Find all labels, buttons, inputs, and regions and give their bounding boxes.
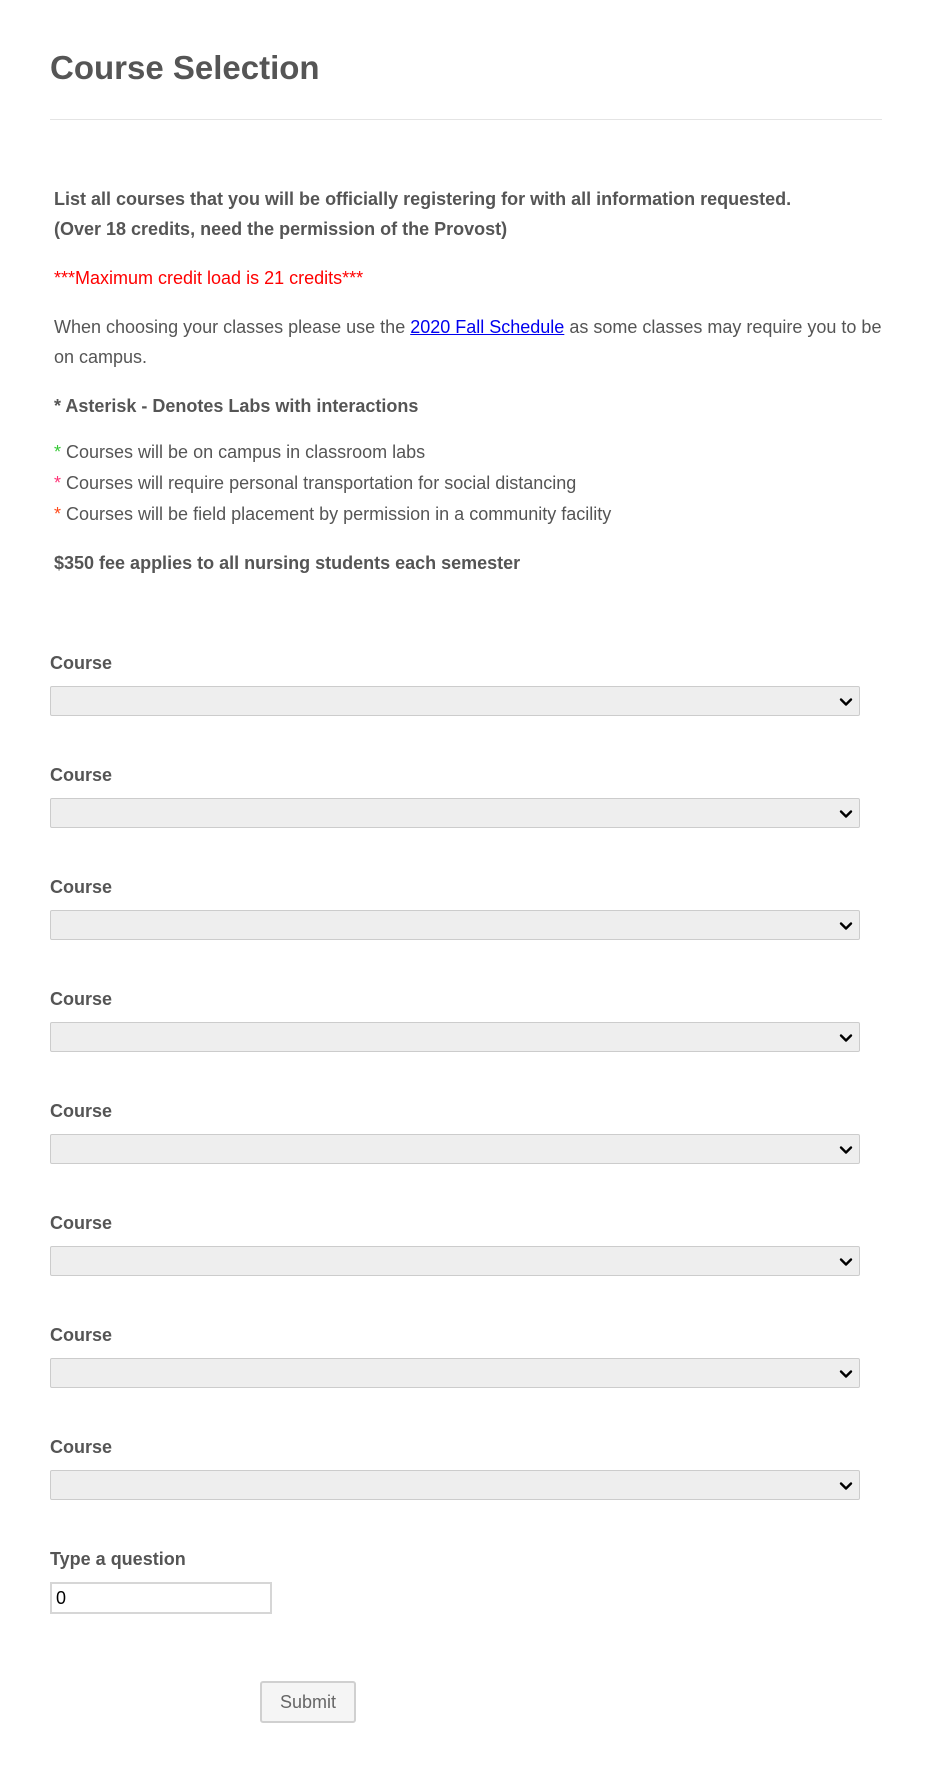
chevron-down-icon <box>839 1143 853 1157</box>
max-credit-warning: ***Maximum credit load is 21 credits*** <box>54 268 364 288</box>
chevron-down-icon <box>839 1367 853 1381</box>
course-label: Course <box>50 653 113 673</box>
legend-text: Courses will require personal transportation for social distancing <box>61 473 577 493</box>
chevron-down-icon <box>839 1031 853 1045</box>
schedule-note <box>54 312 894 372</box>
course-select-7[interactable] <box>50 1358 860 1388</box>
legend-item-transportation <box>54 468 894 499</box>
intro-section <box>54 184 894 578</box>
asterisk-heading: * Asterisk - Denotes Labs with interactions <box>54 396 419 416</box>
instruction-line-1: List all courses that you will be officially registering for with all information requested. <box>54 189 792 209</box>
course-select-1[interactable] <box>50 686 860 716</box>
pink-asterisk-icon: * <box>54 473 62 493</box>
course-select-5[interactable] <box>50 1134 860 1164</box>
course-label: Course <box>50 989 113 1009</box>
legend-text: Courses will be field placement by permission in a community facility <box>61 504 612 524</box>
course-label: Course <box>50 877 113 897</box>
legend-list <box>54 437 894 530</box>
course-label: Course <box>50 1101 113 1121</box>
chevron-down-icon <box>839 919 853 933</box>
chevron-down-icon <box>839 807 853 821</box>
question-input[interactable] <box>50 1582 272 1614</box>
schedule-suffix: as some classes may require you to be on campus. <box>54 317 882 367</box>
page-title: Course Selection <box>50 49 320 86</box>
course-select-8[interactable] <box>50 1470 860 1500</box>
chevron-down-icon <box>839 1479 853 1493</box>
question-label: Type a question <box>50 1549 186 1569</box>
nursing-fee-note: $350 fee applies to all nursing students each semester <box>54 553 521 573</box>
instruction-line-2: (Over 18 credits, need the permission of the Provost) <box>54 219 508 239</box>
course-label: Course <box>50 1213 113 1233</box>
legend-text: Courses will be on campus in classroom labs <box>61 442 426 462</box>
orange-asterisk-icon: * <box>54 504 62 524</box>
legend-item-field-placement <box>54 499 894 530</box>
fall-schedule-link[interactable]: 2020 Fall Schedule <box>410 317 565 337</box>
submit-button[interactable]: Submit <box>260 1681 356 1723</box>
course-select-3[interactable] <box>50 910 860 940</box>
schedule-prefix: When choosing your classes please use the <box>54 317 411 337</box>
course-select-4[interactable] <box>50 1022 860 1052</box>
title-divider <box>50 119 882 120</box>
chevron-down-icon <box>839 1255 853 1269</box>
course-select-6[interactable] <box>50 1246 860 1276</box>
green-asterisk-icon: * <box>54 442 62 462</box>
course-label: Course <box>50 765 113 785</box>
course-label: Course <box>50 1325 113 1345</box>
course-select-2[interactable] <box>50 798 860 828</box>
registration-instruction <box>54 184 894 244</box>
course-label: Course <box>50 1437 113 1457</box>
chevron-down-icon <box>839 695 853 709</box>
legend-item-campus <box>54 437 894 468</box>
